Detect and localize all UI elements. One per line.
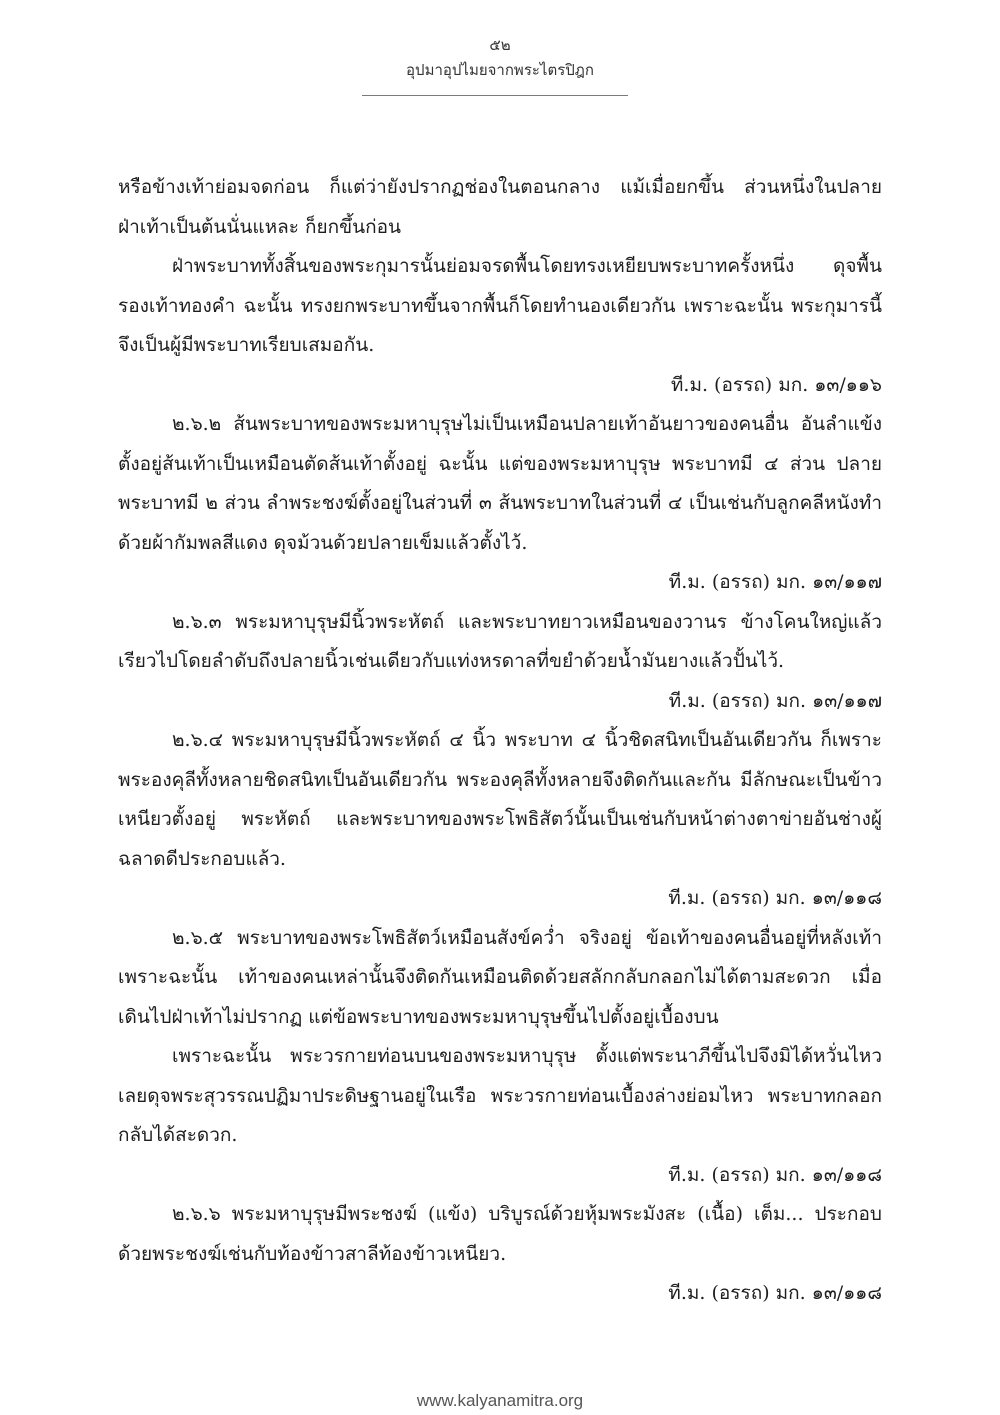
paragraph: ฝ่าพระบาททั้งสิ้นของพระกุมารนั้นย่อมจรดพื้นโดยทรงเหยียบพระบาทครั้งหนึ่ง ดุจพื้นรองเท้าทองคำ ฉะนั้น ทรงยกพระบาทขึ้นจากพื้นก็โดยทำนองเดียวกัน เพราะฉะนั้น พระกุมารนี้จึงเป็นผู้มีพระบาทเรียบเสมอกัน.	[118, 255, 882, 356]
citation: ที.ม. (อรรถ) มก. ๑๓/๑๑๗	[668, 571, 882, 593]
page-number: ๕๒	[489, 36, 511, 54]
citation: ที.ม. (อรรถ) มก. ๑๓/๑๑๖	[670, 373, 882, 396]
footer-website: www.kalyanamitra.org	[416, 1391, 584, 1410]
paragraph-continuation: หรือข้างเท้าย่อมจดก่อน ก็แต่ว่ายังปรากฏช่องในตอนกลาง แม้เมื่อยกขึ้น ส่วนหนึ่งในปลายฝ่าเท้าเป็นต้นนั่นแหละ ก็ยกขึ้นก่อน	[118, 176, 882, 238]
citation: ที.ม. (อรรถ) มก. ๑๓/๑๑๗	[668, 689, 882, 712]
paragraph: เพราะฉะนั้น พระวรกายท่อนบนของพระมหาบุรุษ ตั้งแต่พระนาภีขึ้นไปจึงมิได้หวั่นไหวเลยดุจพระสุวรรณปฏิมาประดิษฐานอยู่ในเรือ พระวรกายท่อนเบื้องล่างย่อมไหว พระบาทกลอกกลับได้สะดวก.	[118, 1045, 882, 1146]
citation: ที.ม. (อรรถ) มก. ๑๓/๑๑๘	[668, 887, 882, 909]
paragraph-2-6-5: ๒.๖.๕ พระบาทของพระโพธิสัตว์เหมือนสังข์คว่ำ จริงอยู่ ข้อเท้าของคนอื่นอยู่ที่หลังเท้าเพราะฉะนั้น เท้าของคนเหล่านั้นจึงติดกันเหมือนติดด้วยสลักกลับกลอกไม่ได้ตามสะดวก เมื่อเดินไปฝ่าเท้าไม่ปรากฏ แต่ข้อพระบาทของพระมหาบุรุษขึ้นไปตั้งอยู่เบื้องบน	[118, 926, 882, 1028]
paragraph-2-6-6: ๒.๖.๖ พระมหาบุรุษมีพระชงฆ์ (แข้ง) บริบูรณ์ด้วยหุ้มพระมังสะ (เนื้อ) เต็ม... ประกอบด้วยพระชงฆ์เช่นกับท้องข้าวสาลีท้องข้าวเหนียว.	[118, 1203, 882, 1265]
citation: ที.ม. (อรรถ) มก. ๑๓/๑๑๘	[668, 1282, 882, 1304]
paragraph-2-6-4: ๒.๖.๔ พระมหาบุรุษมีนิ้วพระหัตถ์ ๔ นิ้ว พระบาท ๔ นิ้วชิดสนิทเป็นอันเดียวกัน ก็เพราะพระองคุลีทั้งหลายชิดสนิทเป็นอันเดียวกัน พระองคุลีทั้งหลายจึงติดกันและกัน มีลักษณะเป็นข้าวเหนียวตั้งอยู่ พระหัตถ์ และพระบาทของพระโพธิสัตว์นั้นเป็นเช่นกับหน้าต่างตาข่ายอันช่างผู้ฉลาดดีประกอบแล้ว.	[118, 729, 882, 870]
page-body	[118, 168, 882, 1314]
book-title: อุปมาอุปไมยจากพระไตรปิฎก	[406, 61, 594, 79]
header-divider	[362, 95, 628, 96]
citation: ที.ม. (อรรถ) มก. ๑๓/๑๑๘	[668, 1163, 882, 1186]
paragraph-2-6-2: ๒.๖.๒ ส้นพระบาทของพระมหาบุรุษไม่เป็นเหมือนปลายเท้าอันยาวของคนอื่น อันลำแข้งตั้งอยู่ส้นเท้าเป็นเหมือนตัดส้นเท้าตั้งอยู่ ฉะนั้น แต่ของพระมหาบุรุษ พระบาทมี ๔ ส่วน ปลายพระบาทมี ๒ ส่วน ลำพระชงฆ์ตั้งอยู่ในส่วนที่ ๓ ส้นพระบาทในส่วนที่ ๔ เป็นเช่นกับลูกคลีหนังทำด้วยผ้ากัมพลสีแดง ดุจม้วนด้วยปลายเข็มแล้วตั้งไว้.	[118, 413, 882, 554]
page-header	[0, 36, 1000, 80]
paragraph-2-6-3: ๒.๖.๓ พระมหาบุรุษมีนิ้วพระหัตถ์ และพระบาทยาวเหมือนของวานร ข้างโคนใหญ่แล้วเรียวไปโดยลำดับถึงปลายนิ้วเช่นเดียวกับแท่งหรดาลที่ขยำด้วยน้ำมันยางแล้วปั้นไว้.	[118, 610, 882, 672]
